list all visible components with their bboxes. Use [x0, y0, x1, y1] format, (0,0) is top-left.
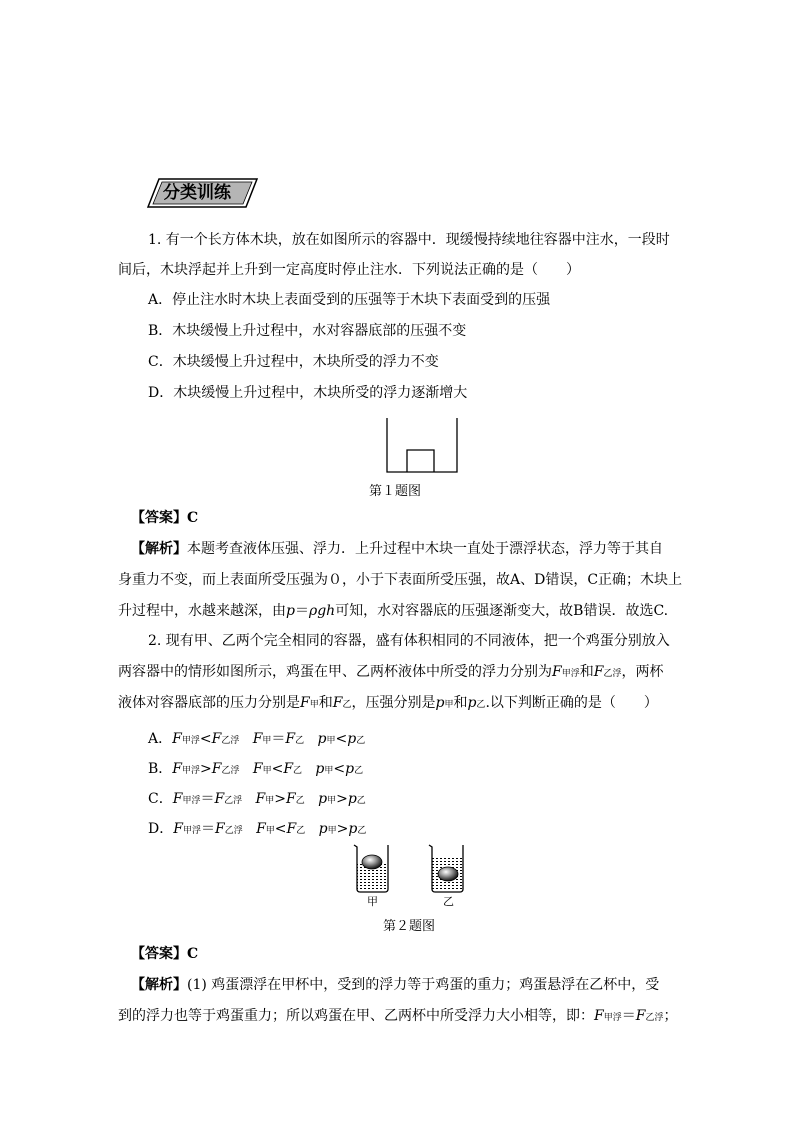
- q2-analysis-line1: 【解析】(1) 鸡蛋漂浮在甲杯中，受到的浮力等于鸡蛋的重力；鸡蛋悬浮在乙杯中，受: [131, 977, 660, 993]
- q1-figure-container: [386, 418, 458, 474]
- q1-option-b: B．木块缓慢上升过程中，水对容器底部的压强不变: [148, 323, 467, 339]
- egg-jia: [362, 855, 382, 869]
- q1-option-c: C．木块缓慢上升过程中，木块所受的浮力不变: [148, 354, 439, 370]
- egg-yi: [438, 867, 458, 881]
- q1-analysis-line1: 【解析】本题考查液体压强、浮力．上升过程中木块一直处于漂浮状态，浮力等于其自: [131, 541, 663, 557]
- q1-stem-line1: 1. 有一个长方体木块，放在如图所示的容器中．现缓慢持续地往容器中注水，一段时: [148, 232, 670, 248]
- q2-stem-line2: 两容器中的情形如图所示，鸡蛋在甲、乙两杯液体中所受的浮力分别为F甲浮和F乙浮，两杯: [118, 664, 664, 680]
- beaker-yi: [429, 845, 463, 892]
- q2-beaker-label-jia: 甲: [367, 895, 378, 908]
- q2-answer-value: C: [187, 946, 199, 962]
- q2-figure-beakers: [352, 842, 468, 896]
- section-header: [145, 177, 261, 209]
- q1-wood-block: [407, 450, 434, 472]
- section-title: 分类训练: [163, 183, 231, 203]
- q2-answer: [131, 946, 198, 962]
- q1-answer-value: C: [187, 510, 199, 526]
- q2-answer-label: 【答案】: [131, 946, 187, 962]
- q1-analysis-line3: 升过程中，水越来越深，由p＝ρgh可知，水对容器底的压强逐渐变大，故B错误．故选C.: [118, 603, 669, 619]
- q1-answer: [131, 510, 198, 526]
- q1-figure-caption: 第１题图: [369, 484, 422, 499]
- q1-option-d: D．木块缓慢上升过程中，木块所受的浮力逐渐增大: [148, 385, 468, 401]
- q2-option-d: D．F甲浮＝F乙浮 F甲<F乙 p甲>p乙: [148, 821, 367, 837]
- q2-stem-line1: 2. 现有甲、乙两个完全相同的容器，盛有体积相同的不同液体，把一个鸡蛋分别放入: [148, 633, 670, 649]
- q1-stem-line2: 间后，木块浮起并上升到一定高度时停止注水．下列说法正确的是（ ）: [118, 262, 580, 278]
- q2-analysis-line2: 到的浮力也等于鸡蛋重力；所以鸡蛋在甲、乙两杯中所受浮力大小相等，即：F甲浮＝F乙浮；: [118, 1008, 678, 1024]
- q1-answer-label: 【答案】: [131, 510, 187, 526]
- beaker-jia: [354, 845, 388, 892]
- q2-figure-caption: 第２题图: [383, 919, 436, 934]
- q2-option-c: C．F甲浮＝F乙浮 F甲>F乙 p甲>p乙: [148, 791, 366, 807]
- q2-stem-line3: 液体对容器底部的压力分别是F甲和F乙，压强分别是p甲和p乙.以下判断正确的是（ ）: [118, 695, 658, 711]
- q1-analysis-label: 【解析】: [131, 541, 187, 557]
- q2-analysis-label: 【解析】: [131, 977, 187, 993]
- q1-analysis-line2: 身重力不变，而上表面所受压强为０，小于下表面所受压强，故A、D错误，C正确；木块上: [118, 572, 683, 588]
- q2-option-b: B．F甲浮>F乙浮 F甲<F乙 p甲<p乙: [148, 761, 364, 777]
- q1-option-a: A．停止注水时木块上表面受到的压强等于木块下表面受到的压强: [148, 292, 551, 308]
- q2-option-a: A．F甲浮<F乙浮 F甲＝F乙 p甲<p乙: [148, 731, 366, 747]
- q2-beaker-label-yi: 乙: [443, 895, 454, 908]
